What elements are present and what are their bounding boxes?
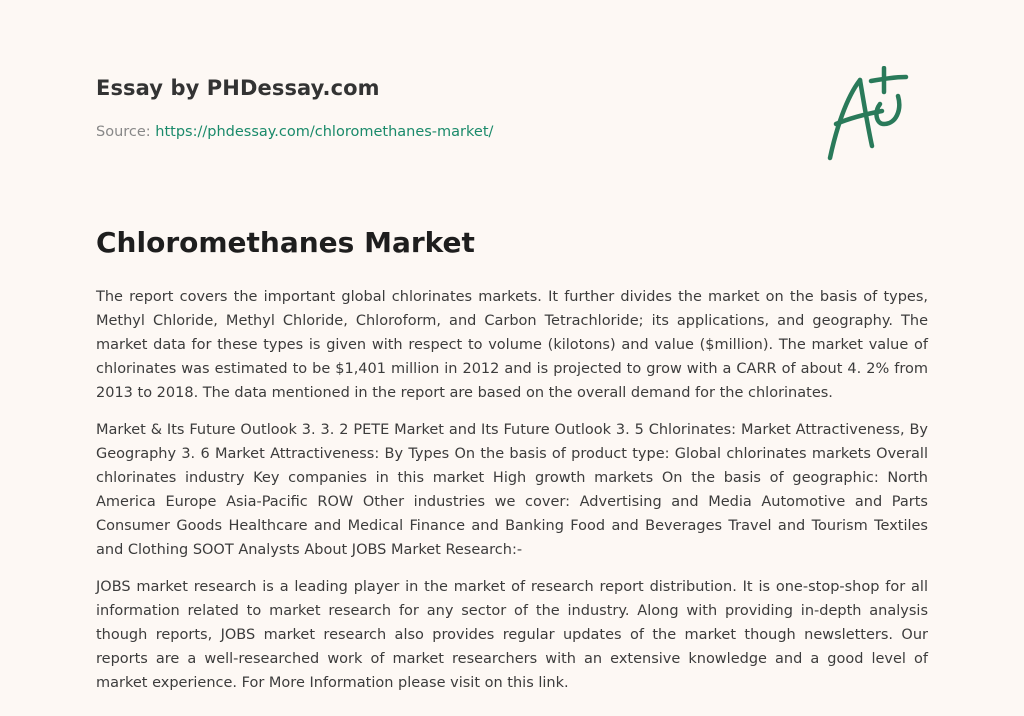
paragraph: JOBS market research is a leading player in the market of research report distribution. It is one-stop-shop for all information related to market research for any sector of the industry. Along with providing in-depth analysis though reports, JOBS market research also provides regular updates of the market though newsletters. Our reports are a well-researched work of market researchers with an extensive knowledge and a good level of market experience. For More Information please visit on this link. [96, 579, 928, 691]
site-brand: Essay by PHDessay.com [96, 76, 380, 100]
source-label: Source: [96, 124, 151, 140]
essay-body [96, 285, 928, 708]
page-title: Chloromethanes Market [96, 226, 475, 259]
paragraph: Market & Its Future Outlook 3. 3. 2 PETE Market and Its Future Outlook 3. 5 Chlorinates: Market Attractiveness, By Geography 3. 6 Market Attractiveness: By Types On the basis of product type: Global chlorinates markets Overall chlorinates industry Key companies in this market High growth markets On the basis of geographic: North America Europe Asia-Pacific ROW Other industries we cover: Advertising and Media Automotive and Parts Consumer Goods Healthcare and Medical Finance and Banking Food and Beverages Travel and Tourism Textiles and Clothing SOOT Analysts About JOBS Market Research:- [96, 422, 928, 558]
source-link[interactable]: https://phdessay.com/chloromethanes-market/ [155, 124, 494, 140]
paragraph: The report covers the important global chlorinates markets. It further divides the market on the basis of types, Methyl Chloride, Methyl Chloride, Chloroform, and Carbon Tetrachloride; its applications, and geography. The market data for these types is given with respect to volume (kilotons) and value ($million). The market value of chlorinates was estimated to be $1,401 million in 2012 and is projected to grow with a CARR of about 4. 2% from 2013 to 2018. The data mentioned in the report are based on the overall demand for the chlorinates. [96, 289, 928, 401]
source-line [96, 124, 493, 140]
a-plus-grade-icon [820, 66, 930, 166]
